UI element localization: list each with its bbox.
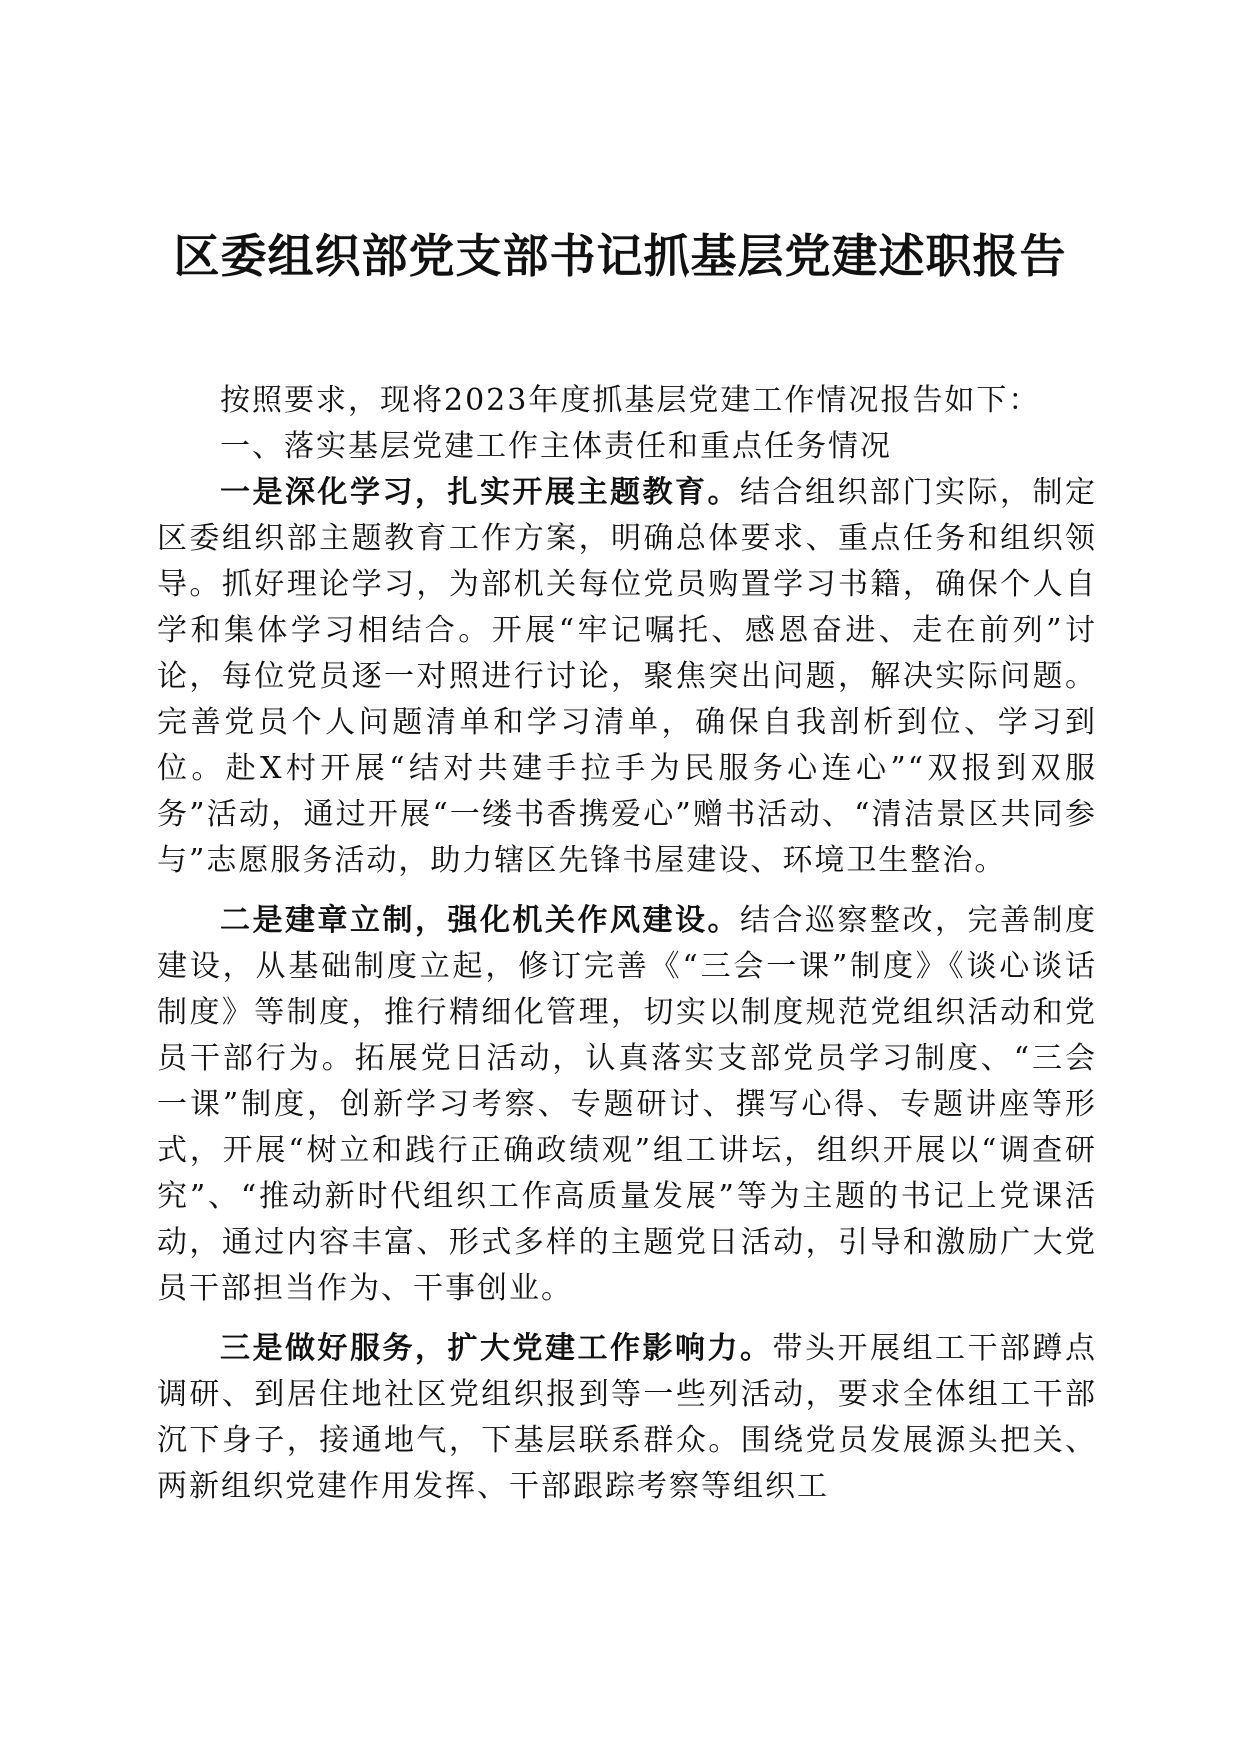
paragraph-3-lead: 三是做好服务，扩大党建工作影响力。 [220,1331,773,1366]
paragraph-3 [157,1326,1097,1510]
paragraph-1-text: 结合组织部门实际，制定区委组织部主题教育工作方案，明确总体要求、重点任务和组织领导。抓好理论学习，为部机关每位党员购置学习书籍，确保个人自学和集体学习相结合。开展“牢记嘱托、感恩奋进、走在前列”讨论，每位党员逐一对照进行讨论，聚焦突出问题，解决实际问题。完善党员个人问题清单和学习清单，确保自我剖析到位、学习到位。赴X村开展“结对共建手拉手为民服务心连心”“双报到双服务”活动，通过开展“一缕书香携爱心”赠书活动、“清洁景区共同参与”志愿服务活动，助力辖区先锋书屋建设、环境卫生整治。 [157,475,1097,878]
paragraph-2-text: 结合巡察整改，完善制度建设，从基础制度立起，修订完善《“三会一课”制度》《谈心谈话制度》等制度，推行精细化管理，切实以制度规范党组织活动和党员干部行为。拓展党日活动，认真落实支部党员学习制度、“三会一课”制度，创新学习考察、专题研讨、撰写心得、专题讲座等形式，开展“树立和践行正确政绩观”组工讲坛，组织开展以“调查研究”、“推动新时代组织工作高质量发展”等为主题的书记上党课活动，通过内容丰富、形式多样的主题党日活动，引导和激励广大党员干部担当作为、干事创业。 [157,903,1097,1306]
document-title: 区委组织部党支部书记抓基层党建述职报告 [173,229,1067,283]
paragraph-1-lead: 一是深化学习，扎实开展主题教育。 [220,475,740,510]
paragraph-1 [157,470,1097,884]
paragraph-2 [157,898,1097,1312]
section-heading: 一、落实基层党建工作主体责任和重点任务情况 [220,429,892,464]
paragraph-3-text: 带头开展组工干部蹲点调研、到居住地社区党组织报到等一些列活动，要求全体组工干部沉下身子，接通地气，下基层联系群众。围绕党员发展源头把关、两新组织党建作用发挥、干部跟踪考察等组织工 [157,1331,1097,1504]
paragraph-2-lead: 二是建章立制，强化机关作风建设。 [220,903,740,938]
intro-paragraph: 按照要求，现将2023年度抓基层党建工作情况报告如下： [220,383,1041,418]
document-body [157,378,1097,1510]
